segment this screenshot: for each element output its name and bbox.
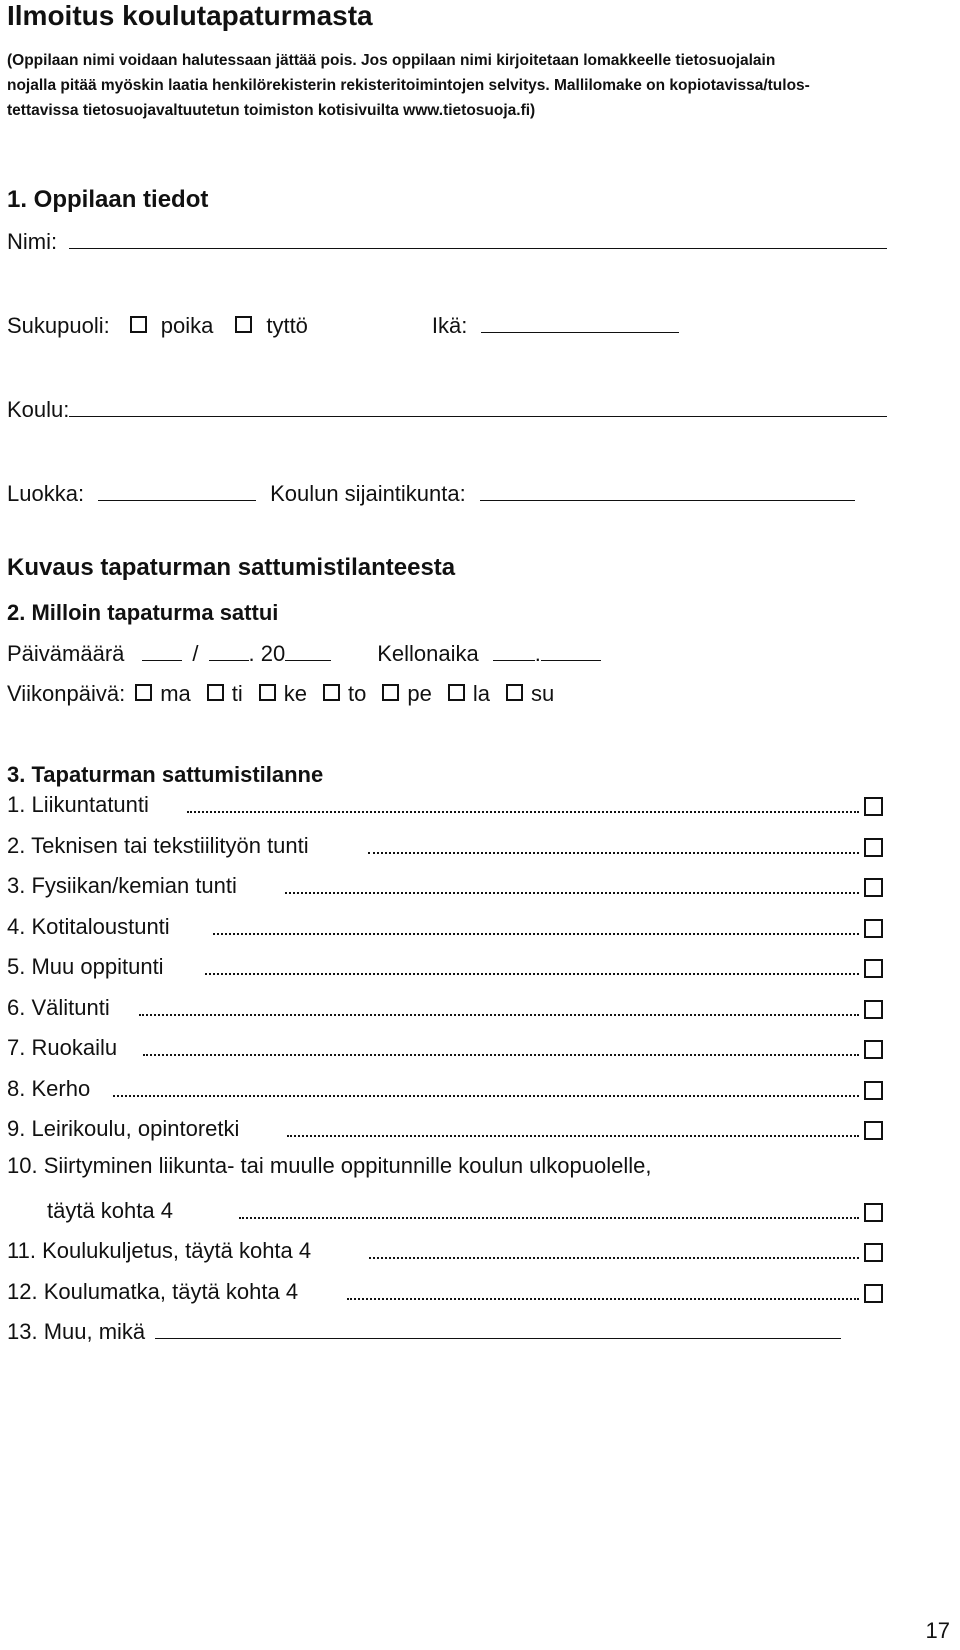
- leader-dots: [139, 1014, 859, 1016]
- date-time-row: [7, 640, 601, 667]
- leader-dots: [205, 973, 859, 975]
- section3-heading: 3. Tapaturman sattumistilanne: [7, 762, 324, 787]
- date-month-field[interactable]: [209, 640, 249, 661]
- privacy-note-line-1: (Oppilaan nimi voidaan halutessaan jättää pois. Jos oppilaan nimi kirjoitetaan lomakkeelle tietosuojalain: [7, 52, 776, 69]
- leader-dots: [239, 1217, 859, 1219]
- checkbox-icon[interactable]: [864, 1284, 883, 1303]
- checkbox-icon[interactable]: [130, 316, 147, 333]
- checkbox-icon[interactable]: [259, 684, 276, 701]
- checkbox-icon[interactable]: [864, 1000, 883, 1019]
- class-label: Luokka:: [7, 481, 85, 506]
- item-13-field[interactable]: [155, 1318, 841, 1339]
- weekday-option-ti[interactable]: ti: [207, 681, 243, 707]
- leader-dots: [187, 811, 859, 813]
- checkbox-icon[interactable]: [448, 684, 465, 701]
- weekday-option-pe[interactable]: pe: [382, 681, 431, 707]
- section1-heading: 1. Oppilaan tiedot: [7, 186, 209, 213]
- time-label: Kellonaika: [377, 641, 479, 666]
- list-item[interactable]: 5. Muu oppitunti: [7, 952, 885, 982]
- gender-label: Sukupuoli:: [7, 313, 110, 338]
- privacy-note-line-2: nojalla pitää myöskin laatia henkilörekisterin rekisteritoimintojen selvitys. Mallilomake on kopiotavissa/tulos-: [7, 77, 810, 94]
- item-10-line-1: 10. Siirtyminen liikunta- tai muulle oppitunnille koulun ulkopuolelle,: [7, 1153, 652, 1178]
- checkbox-icon[interactable]: [864, 878, 883, 897]
- checkbox-icon[interactable]: [864, 1081, 883, 1100]
- weekday-label: Viikonpäivä:: [7, 681, 126, 706]
- checkbox-icon[interactable]: [864, 959, 883, 978]
- checkbox-icon[interactable]: [506, 684, 523, 701]
- leader-dots: [285, 892, 859, 894]
- school-field[interactable]: [69, 396, 887, 417]
- weekday-option-ma[interactable]: ma: [135, 681, 191, 707]
- year-prefix: . 20: [248, 641, 286, 666]
- checkbox-icon[interactable]: [864, 1203, 883, 1222]
- weekday-row: [7, 681, 554, 707]
- school-label: Koulu:: [7, 397, 70, 422]
- gender-age-row: [7, 312, 679, 339]
- date-day-field[interactable]: [142, 640, 182, 661]
- checkbox-icon[interactable]: [864, 919, 883, 938]
- checkbox-icon[interactable]: [323, 684, 340, 701]
- privacy-note-line-3: tettavissa tietosuojavaltuutetun toimiston kotisivuilta www.tietosuoja.fi): [7, 102, 536, 119]
- leader-dots: [143, 1054, 859, 1056]
- name-label: Nimi:: [7, 229, 58, 254]
- checkbox-icon[interactable]: [864, 1121, 883, 1140]
- name-row: [7, 228, 887, 255]
- leader-dots: [287, 1135, 859, 1137]
- age-label: Ikä:: [431, 313, 468, 338]
- time-hours-field[interactable]: [493, 640, 535, 661]
- weekday-option-to[interactable]: to: [323, 681, 366, 707]
- list-item[interactable]: 6. Välitunti: [7, 993, 885, 1023]
- page-number: 17: [925, 1618, 950, 1643]
- page-title: Ilmoitus koulutapaturmasta: [7, 0, 373, 31]
- time-minutes-field[interactable]: [541, 640, 601, 661]
- date-label: Päivämäärä: [7, 641, 125, 666]
- item-13-label: 13. Muu, mikä: [7, 1319, 146, 1344]
- leader-dots: [369, 1257, 859, 1259]
- checkbox-icon[interactable]: [135, 684, 152, 701]
- section2-heading: 2. Milloin tapaturma sattui: [7, 600, 279, 625]
- checkbox-icon[interactable]: [864, 797, 883, 816]
- name-field[interactable]: [69, 228, 887, 249]
- leader-dots: [213, 933, 859, 935]
- list-item[interactable]: 9. Leirikoulu, opintoretki: [7, 1114, 885, 1144]
- leader-dots: [368, 852, 859, 854]
- class-municipality-row: [7, 480, 855, 507]
- weekday-option-ke[interactable]: ke: [259, 681, 307, 707]
- leader-dots: [113, 1095, 859, 1097]
- description-heading: Kuvaus tapaturman sattumistilanteesta: [7, 554, 456, 581]
- list-item[interactable]: täytä kohta 4: [7, 1196, 885, 1226]
- list-item[interactable]: 2. Teknisen tai tekstiilityön tunti: [7, 831, 885, 861]
- list-item[interactable]: 3. Fysiikan/kemian tunti: [7, 871, 885, 901]
- checkbox-icon[interactable]: [864, 1243, 883, 1262]
- class-field[interactable]: [98, 480, 256, 501]
- date-separator: /: [192, 641, 199, 666]
- municipality-field[interactable]: [480, 480, 855, 501]
- list-item[interactable]: 4. Kotitaloustunti: [7, 912, 885, 942]
- list-item[interactable]: 8. Kerho: [7, 1074, 885, 1104]
- time-separator: .: [534, 641, 541, 666]
- leader-dots: [347, 1298, 859, 1300]
- list-item[interactable]: 7. Ruokailu: [7, 1033, 885, 1063]
- list-item[interactable]: 12. Koulumatka, täytä kohta 4: [7, 1277, 885, 1307]
- checkbox-icon[interactable]: [864, 838, 883, 857]
- weekday-option-su[interactable]: su: [506, 681, 554, 707]
- checkbox-icon[interactable]: [864, 1040, 883, 1059]
- checkbox-icon[interactable]: [235, 316, 252, 333]
- checkbox-icon[interactable]: [207, 684, 224, 701]
- list-item[interactable]: 11. Koulukuljetus, täytä kohta 4: [7, 1236, 885, 1266]
- item-13-row: [7, 1318, 841, 1345]
- municipality-label: Koulun sijaintikunta:: [270, 481, 466, 506]
- school-row: [7, 396, 887, 423]
- gender-option-poika[interactable]: poika: [130, 313, 214, 339]
- gender-option-tytto[interactable]: tyttö: [235, 313, 308, 339]
- list-item[interactable]: 1. Liikuntatunti: [7, 790, 885, 820]
- date-year-field[interactable]: [285, 640, 331, 661]
- checkbox-icon[interactable]: [382, 684, 399, 701]
- weekday-option-la[interactable]: la: [448, 681, 490, 707]
- age-field[interactable]: [481, 312, 679, 333]
